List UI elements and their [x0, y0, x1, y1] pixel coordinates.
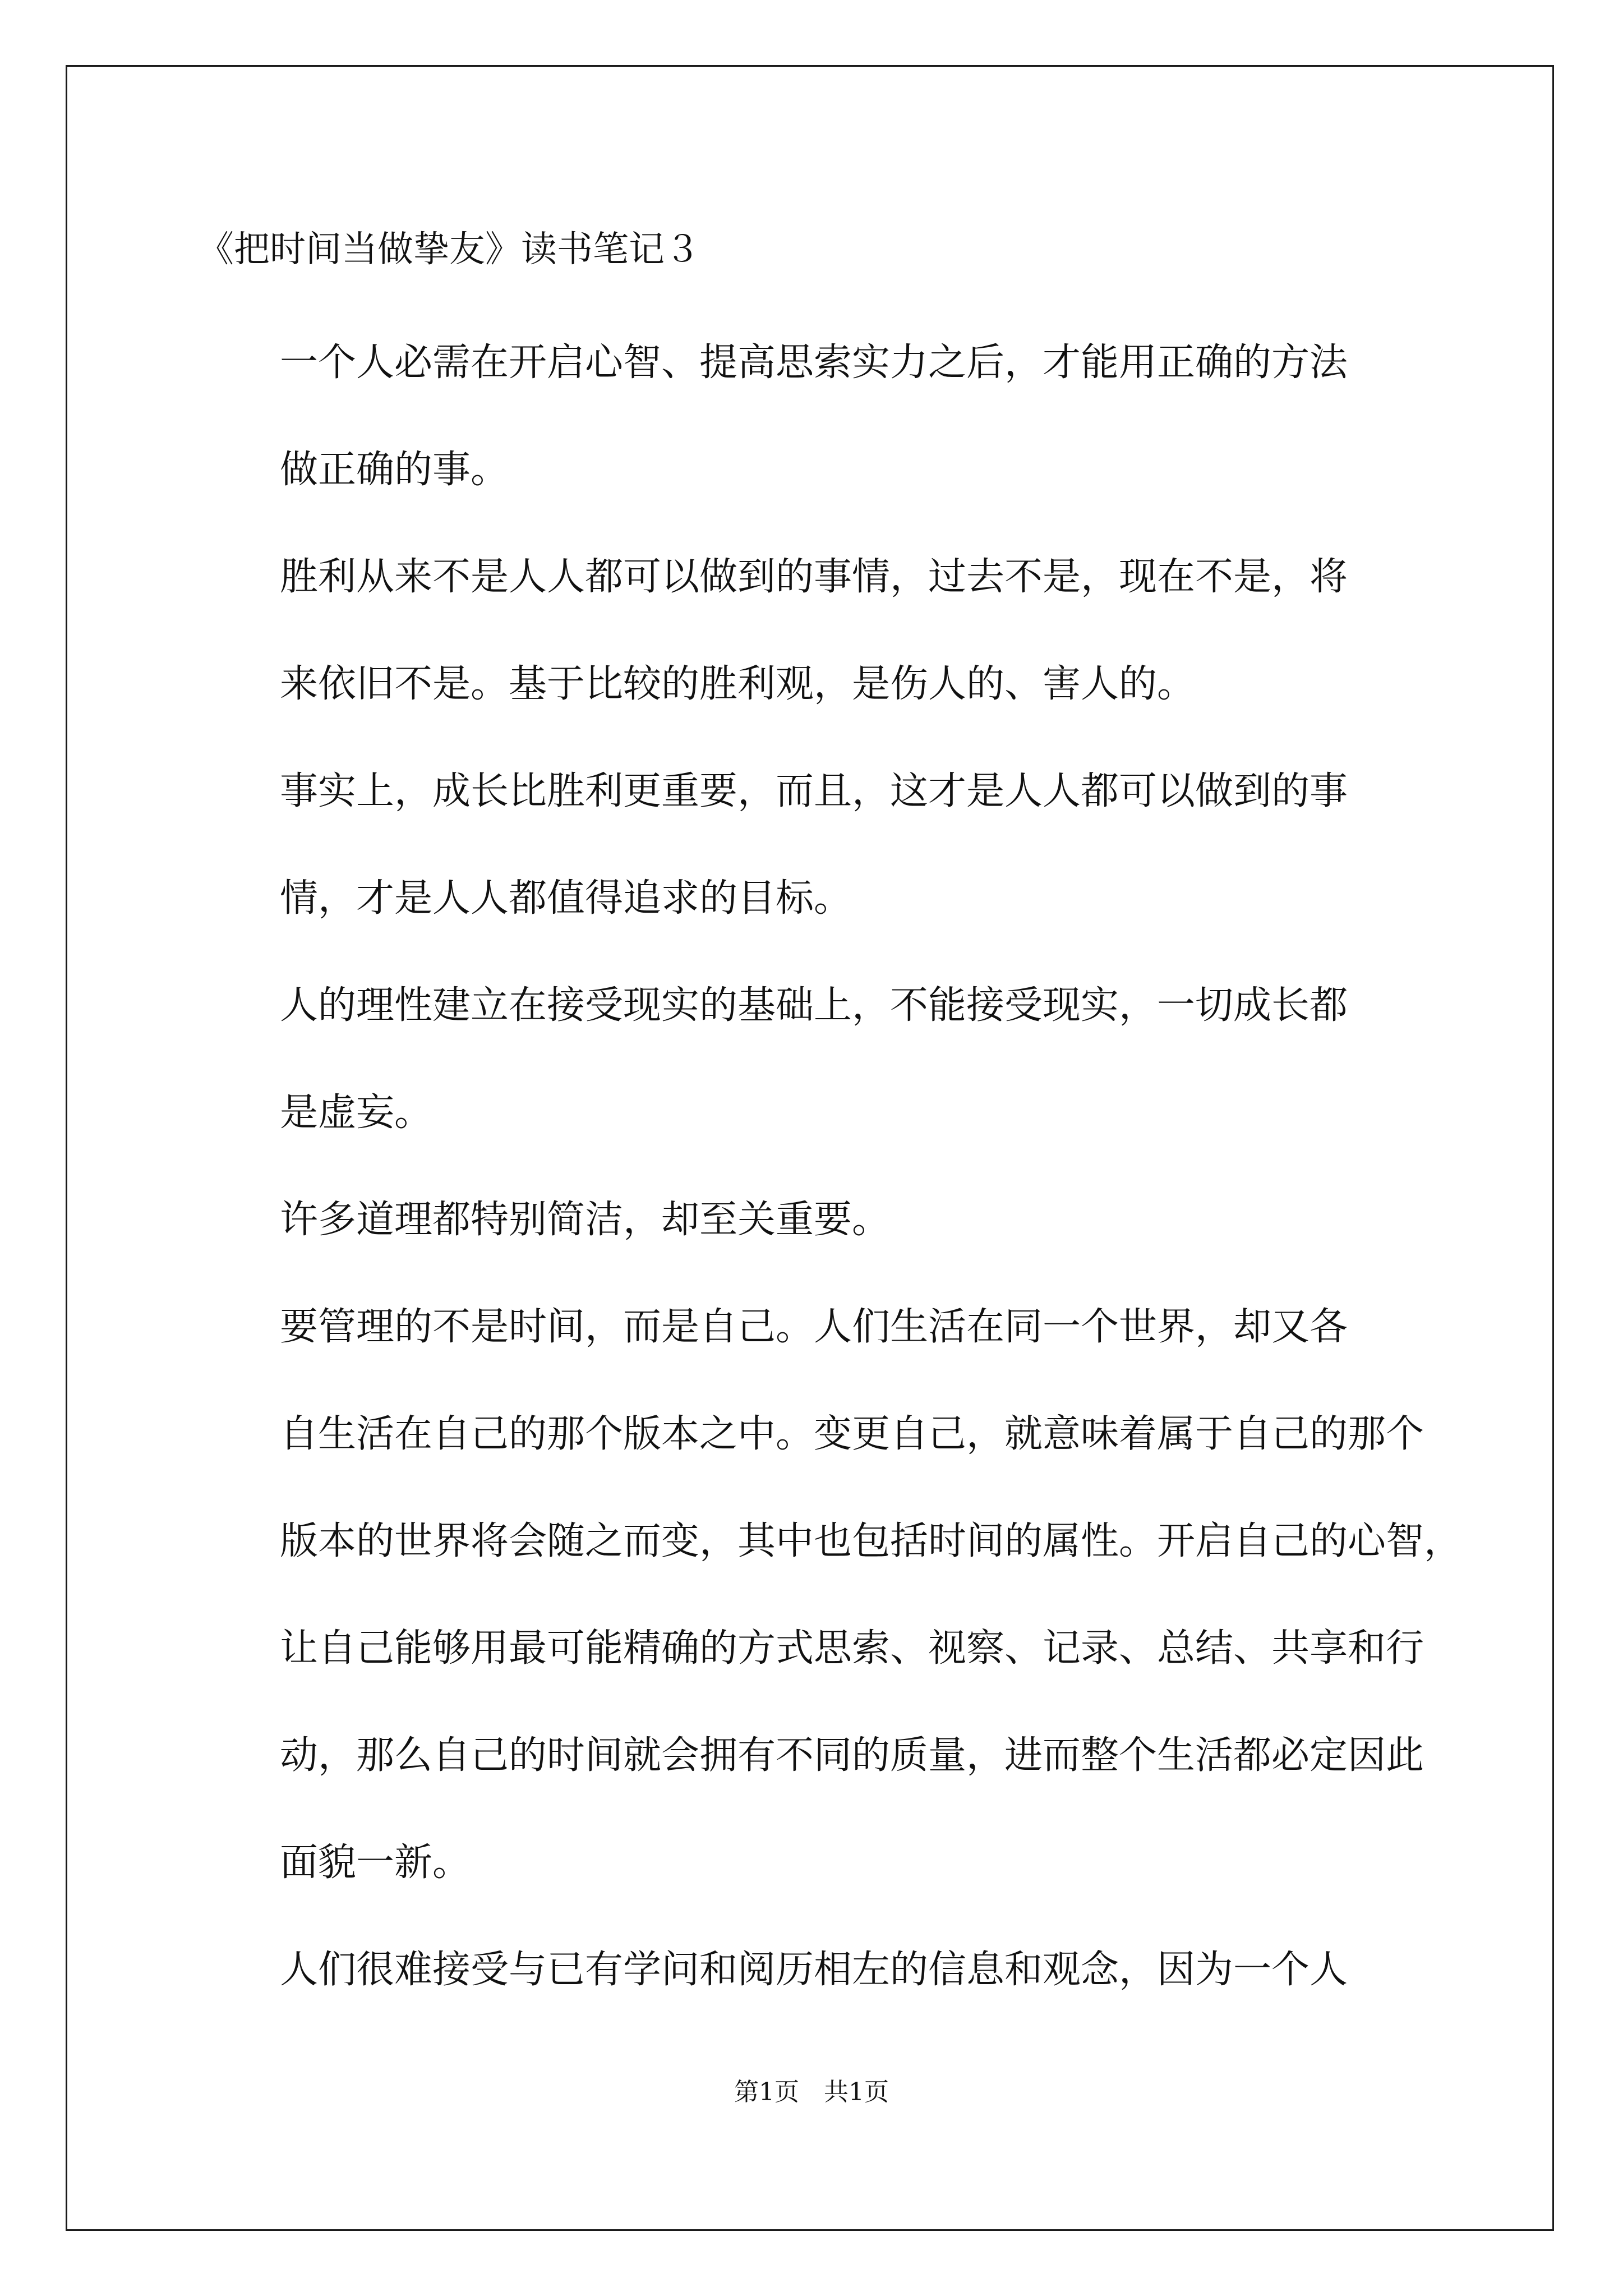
text-line: 一个人必需在开启心智、提高思索实力之后，才能用正确的方法: [280, 341, 1348, 385]
text-line: 动，那么自己的时间就会拥有不同的质量，进而整个生活都必定因此: [280, 1733, 1424, 1778]
text-line: 人的理性建立在接受现实的基础上，不能接受现实，一切成长都: [280, 983, 1348, 1028]
paragraph: [198, 523, 1471, 738]
text-line: 情，才是人人都值得追求的目标。: [280, 876, 852, 921]
text-line: 人们很难接受与已有学问和阅历相左的信息和观念，因为一个人: [280, 1948, 1348, 1992]
text-line: 要管理的不是时间，而是自己。人们生活在同一个世界，却又各: [280, 1305, 1348, 1349]
text-line: 来依旧不是。基于比较的胜利观，是伤人的、害人的。: [280, 662, 1196, 706]
document-title: 《把时间当做挚友》读书笔记３: [198, 229, 700, 270]
text-line: 胜利从来不是人人都可以做到的事情，过去不是，现在不是，将: [280, 555, 1348, 599]
text-line: 许多道理都特别简洁，却至关重要。: [280, 1198, 891, 1242]
text-line: 做正确的事。: [280, 448, 509, 492]
page-number-footer: 第1页 共1页: [734, 2078, 889, 2106]
text-line: 是虚妄。: [280, 1091, 433, 1135]
text-line: 面貌一新。: [280, 1841, 471, 1885]
paragraph: [198, 952, 1471, 1166]
paragraph: [198, 1273, 1471, 1916]
paragraph: [198, 1166, 1471, 1273]
text-line: 事实上，成长比胜利更重要，而且，这才是人人都可以做到的事: [280, 769, 1348, 813]
text-line: 让自己能够用最可能精确的方式思索、视察、记录、总结、共享和行: [280, 1626, 1424, 1671]
paragraph: [198, 1916, 1471, 2023]
paragraph: [198, 309, 1471, 523]
text-line: 版本的世界将会随之而变，其中也包括时间的属性。开启自己的心智，: [280, 1519, 1463, 1563]
document-body: [198, 222, 1471, 2023]
paragraph: [198, 738, 1471, 952]
text-line: 自生活在自己的那个版本之中。变更自己，就意味着属于自己的那个: [280, 1412, 1424, 1456]
